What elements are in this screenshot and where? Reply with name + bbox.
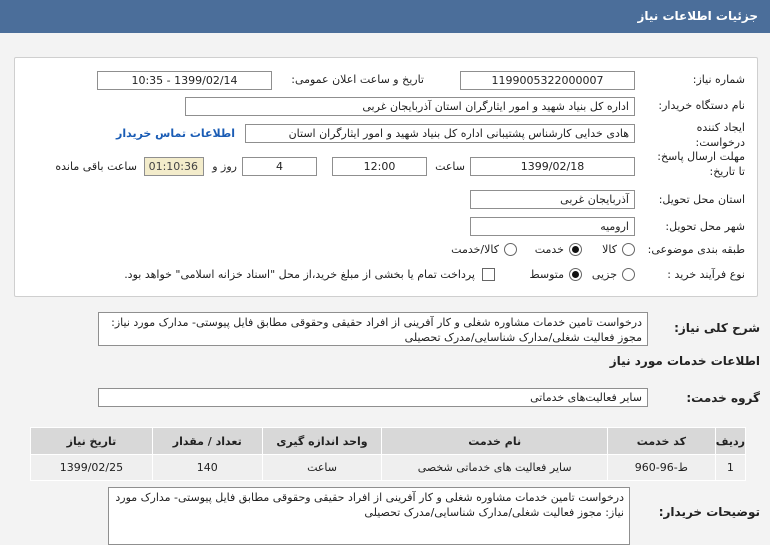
creator-field[interactable]: هادی خدایی کارشناس پشتیبانی اداره کل بنیاد شهید و امور ایثارگران استان <box>245 124 635 143</box>
buyer-notes-label: توضیحات خریدار: <box>658 505 760 519</box>
time-remaining-field: 01:10:36 <box>144 157 204 176</box>
category-goods-radio[interactable] <box>622 243 635 256</box>
page-header <box>0 0 770 33</box>
need-number-label: شماره نیاز: <box>692 73 745 86</box>
col-date-header: تاریخ نیاز <box>31 428 153 455</box>
city-field[interactable]: ارومیه <box>470 217 635 236</box>
cell-row: 1 <box>715 455 745 481</box>
col-name-header: نام خدمت <box>382 428 608 455</box>
summary-label: شرح کلی نیاز: <box>674 321 760 335</box>
need-number-field[interactable]: 1199005322000007 <box>460 71 635 90</box>
treasury-payment-checkbox[interactable] <box>482 268 495 281</box>
buyer-notes-text: درخواست تامین خدمات مشاوره شغلی و کار آفرینی از افراد حقیقی وحقوقی مطابق فایل پیوستی- مدارک مورد نیاز: مجوز فعالیت شغلی/مدارک شناسایی/مدرک تحصیلی <box>108 487 630 545</box>
table-row <box>31 455 746 481</box>
process-minor-label: جزیی <box>591 268 617 281</box>
service-group-field[interactable]: سایر فعالیت‌های خدماتی <box>98 388 648 407</box>
time-remaining-label: ساعت باقی مانده <box>55 160 137 173</box>
service-group-label: گروه خدمت: <box>686 391 760 405</box>
category-goods-label: کالا <box>602 243 617 256</box>
deadline-label: مهلت ارسال پاسخ: <box>657 150 745 163</box>
buyer-org-field[interactable]: اداره کل بنیاد شهید و امور ایثارگران استان آذربایجان غربی <box>185 97 635 116</box>
deadline-time-field[interactable]: 12:00 <box>332 157 427 176</box>
province-label: استان محل تحویل: <box>658 193 745 206</box>
category-service-radio[interactable] <box>569 243 582 256</box>
days-remaining-field[interactable]: 4 <box>242 157 317 176</box>
process-minor-radio[interactable] <box>622 268 635 281</box>
col-quantity-header: تعداد / مقدار <box>152 428 262 455</box>
services-table <box>30 427 746 481</box>
creator-label: ایجاد کننده <box>696 121 745 134</box>
cell-date: 1399/02/25 <box>31 455 153 481</box>
creator-label-2: درخواست: <box>695 136 745 149</box>
summary-text: درخواست تامین خدمات مشاوره شغلی و کار آفرینی از افراد حقیقی وحقوقی مطابق فایل پیوستی- مدارک مورد نیاز: مجوز فعالیت شغلی/مدارک شناسایی/مدرک تحصیلی <box>98 312 648 346</box>
deadline-date-field[interactable]: 1399/02/18 <box>470 157 635 176</box>
treasury-payment-note: پرداخت تمام یا بخشی از مبلغ خرید،از محل "اسناد خزانه اسلامی" خواهد بود. <box>124 268 475 281</box>
city-label: شهر محل تحویل: <box>665 220 745 233</box>
category-goods-service-radio[interactable] <box>504 243 517 256</box>
category-label: طبقه بندی موضوعی: <box>647 243 745 256</box>
cell-unit: ساعت <box>262 455 382 481</box>
days-label: روز و <box>212 160 237 173</box>
announce-date-field[interactable]: 1399/02/14 - 10:35 <box>97 71 272 90</box>
cell-name: سایر فعالیت های خدماتی شخصی <box>382 455 608 481</box>
category-goods-service-label: کالا/خدمت <box>451 243 499 256</box>
deadline-time-label: ساعت <box>435 160 465 173</box>
need-info-panel <box>14 57 758 297</box>
process-medium-label: متوسط <box>529 268 564 281</box>
process-medium-radio[interactable] <box>569 268 582 281</box>
category-service-label: خدمت <box>534 243 564 256</box>
province-field[interactable]: آذربایجان غربی <box>470 190 635 209</box>
announce-date-label: تاریخ و ساعت اعلان عمومی: <box>291 73 424 86</box>
deadline-label-2: تا تاریخ: <box>709 165 745 178</box>
page-title: جزئیات اطلاعات نیاز <box>637 9 758 23</box>
buyer-contact-link[interactable]: اطلاعات تماس خریدار <box>115 127 235 140</box>
buyer-org-label: نام دستگاه خریدار: <box>658 99 745 112</box>
cell-quantity: 140 <box>152 455 262 481</box>
cell-code: ط-96-960 <box>607 455 715 481</box>
col-unit-header: واحد اندازه گیری <box>262 428 382 455</box>
services-section-title: اطلاعات خدمات مورد نیاز <box>609 354 760 368</box>
services-table-header <box>31 428 746 455</box>
process-label: نوع فرآیند خرید : <box>667 268 745 281</box>
col-row-header: ردیف <box>715 428 745 455</box>
col-code-header: کد خدمت <box>607 428 715 455</box>
